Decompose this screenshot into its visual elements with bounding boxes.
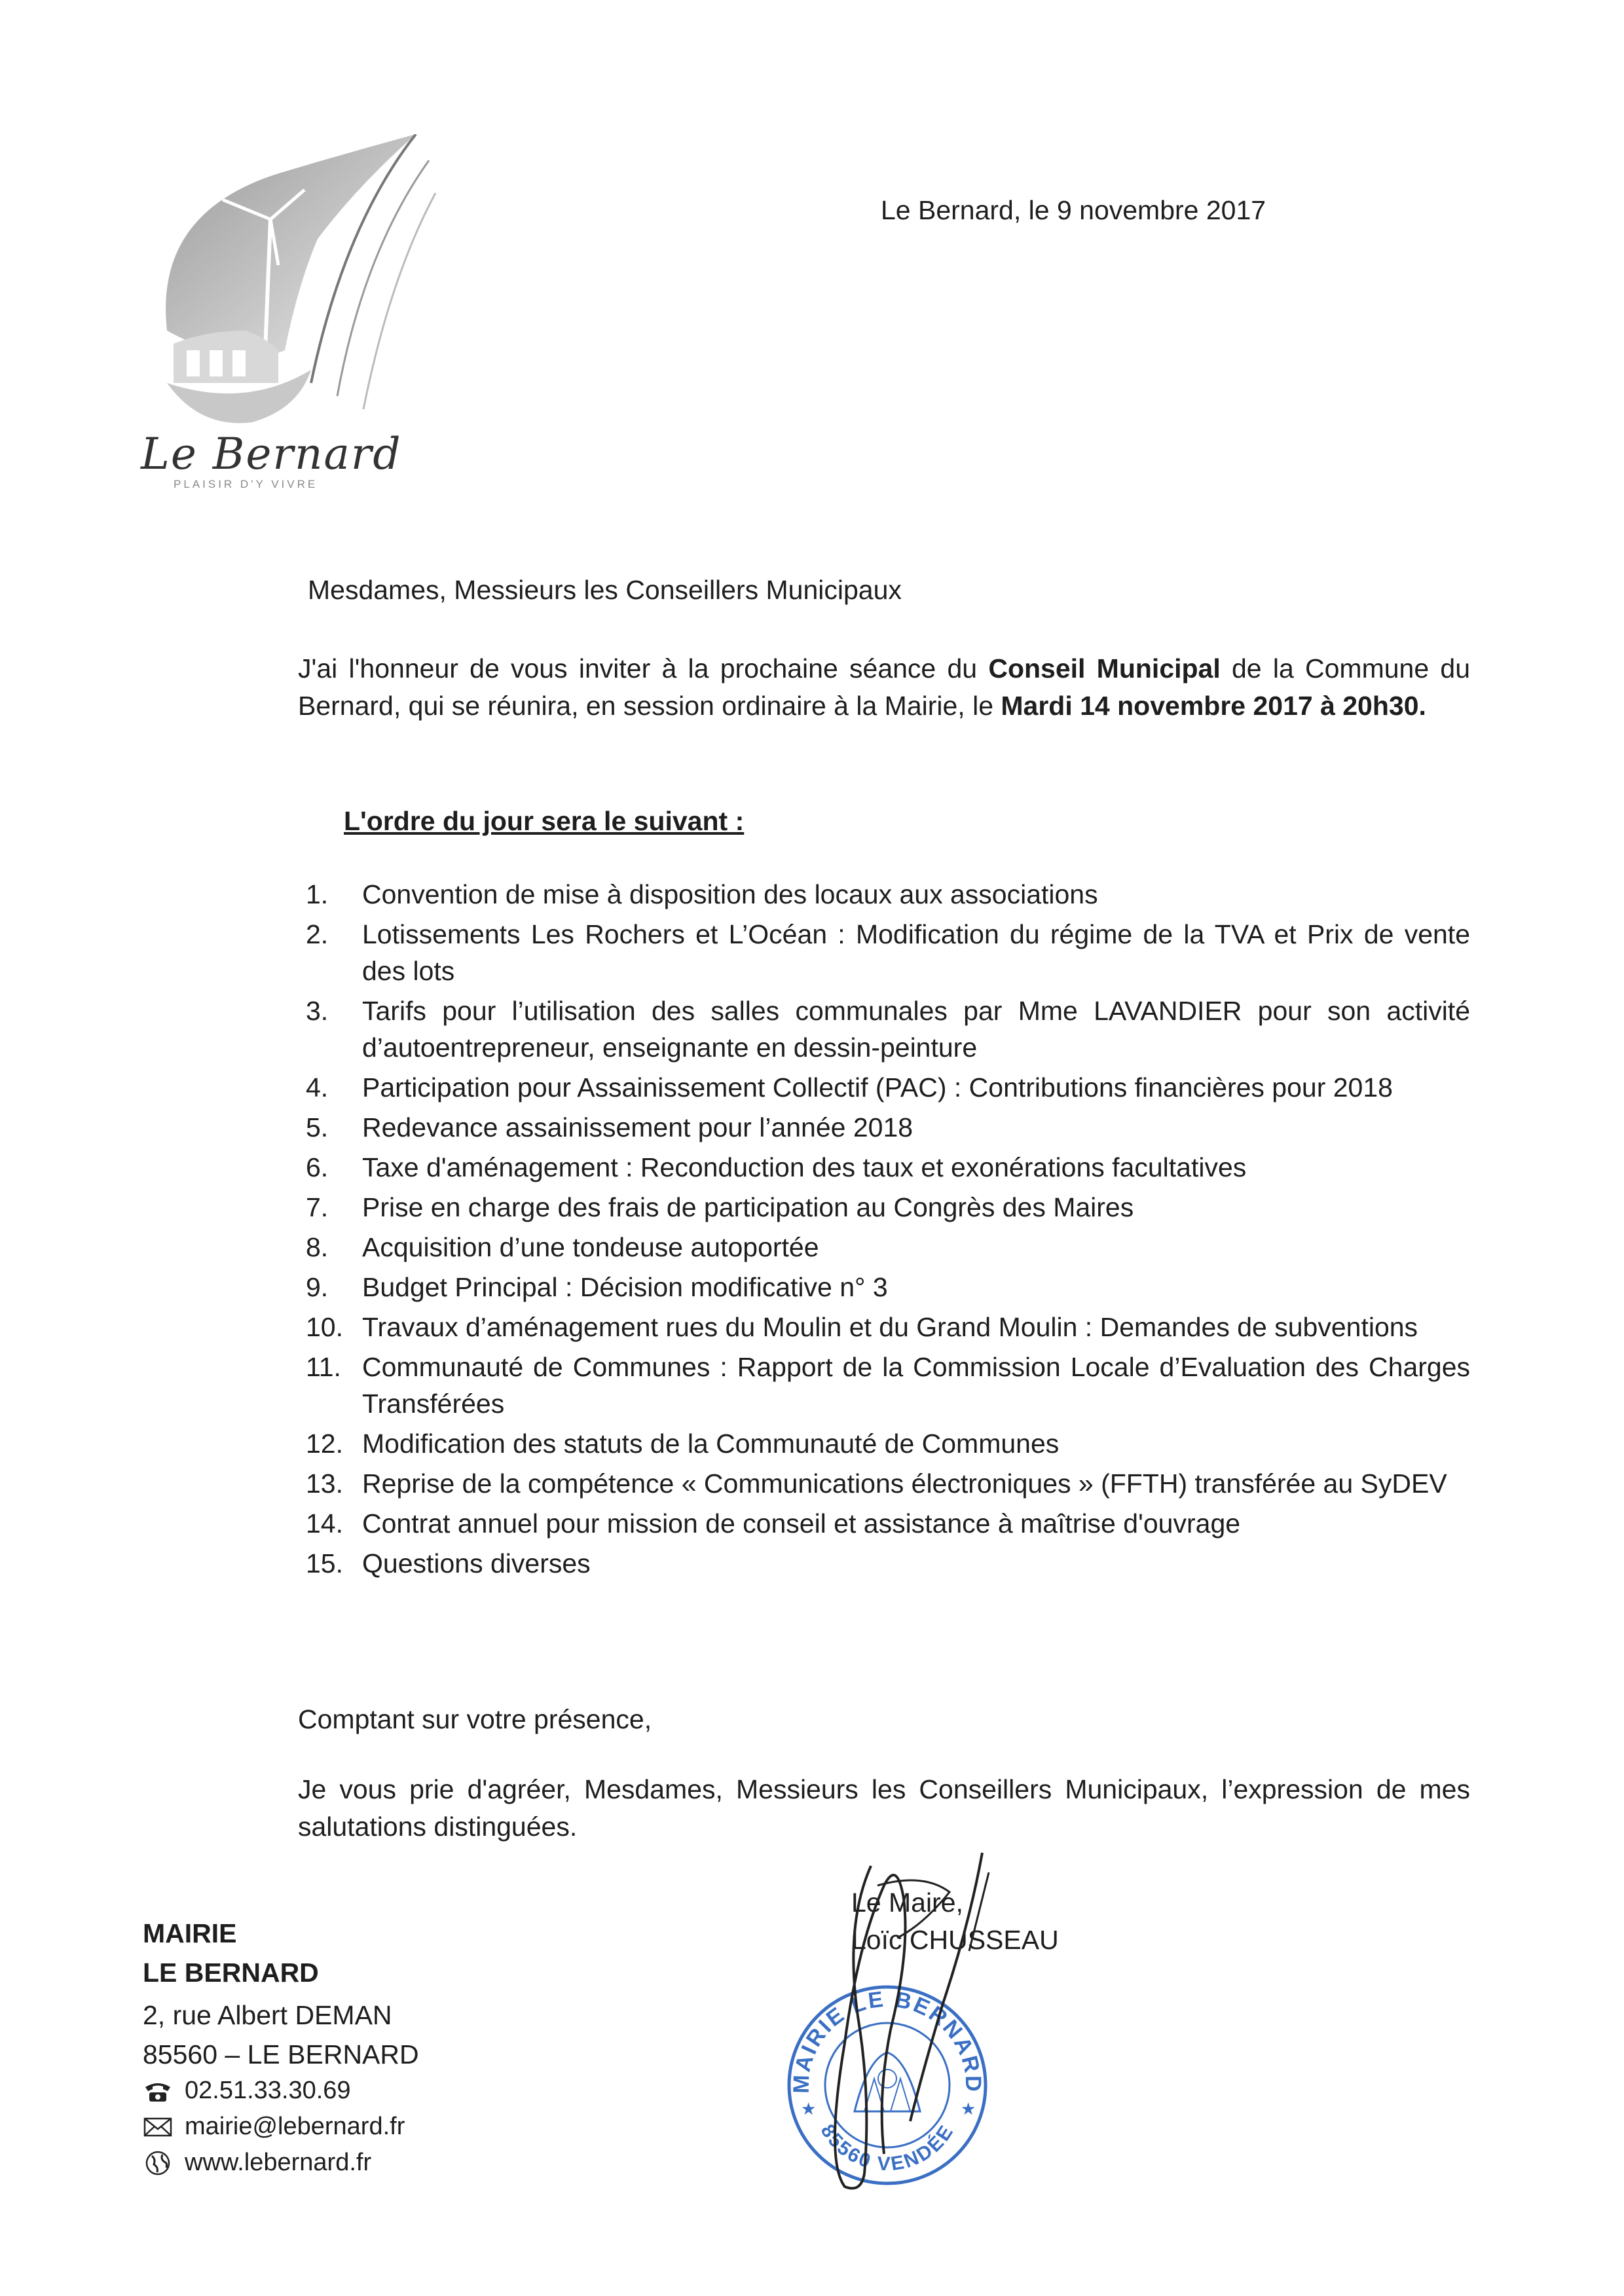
logo-tagline: PLAISIR D'Y VIVRE (174, 478, 318, 490)
agenda-item-number: 2. (306, 919, 329, 949)
agenda-item-text: Taxe d'aménagement : Reconduction des taux et exonérations facultatives (362, 1152, 1247, 1182)
agenda-item (298, 1229, 1470, 1266)
logo-name: Le Bernard (141, 429, 402, 479)
sender-address-line1: 2, rue Albert DEMAN (143, 2000, 392, 2030)
agenda-item-number: 12. (306, 1429, 343, 1459)
agenda-item-number: 3. (306, 996, 329, 1026)
agenda-item (298, 1069, 1470, 1106)
intro-bold-1: Conseil Municipal (988, 653, 1221, 683)
agenda-item-number: 6. (306, 1152, 329, 1182)
agenda-item-number: 10. (306, 1312, 343, 1342)
agenda-item-number: 14. (306, 1508, 343, 1539)
agenda-item-number: 15. (306, 1548, 343, 1578)
intro-text-1: J'ai l'honneur de vous inviter à la prochaine séance du (298, 653, 989, 683)
agenda-item-text: Lotissements Les Rochers et L’Océan : Modification du régime de la TVA et Prix de vente des lots (362, 919, 1470, 986)
agenda-item (298, 1349, 1470, 1422)
sender-address-line2: 85560 – LE BERNARD (143, 2039, 419, 2069)
agenda-item (298, 1505, 1470, 1542)
closing-formula: Je vous prie d'agréer, Mesdames, Messieurs les Conseillers Municipaux, l’expression de mes salutations distinguées. (298, 1774, 1470, 1842)
agenda-item-text: Prise en charge des frais de participation au Congrès des Maires (362, 1192, 1134, 1222)
handwritten-signature (773, 1846, 1061, 2200)
agenda-item (298, 876, 1470, 913)
intro-text-2: de la Commune du Bernard, qui se réunira, en session ordinaire à la Mairie, le (298, 653, 1471, 721)
signature-name: Loïc CHUSSEAU (851, 1925, 1059, 1955)
email-address: mairie@lebernard.fr (185, 2113, 405, 2140)
agenda-item-number: 11. (306, 1352, 341, 1382)
agenda-item-number: 7. (306, 1192, 329, 1222)
stamp-text-top: MAIRIE LE BERNARD (788, 1986, 986, 2094)
agenda-item-text: Travaux d’aménagement rues du Moulin et du Grand Moulin : Demandes de subventions (362, 1312, 1418, 1342)
stamp-text-bottom: 85560 VENDÉE (816, 2120, 959, 2176)
agenda-item (298, 1425, 1470, 1462)
agenda-item (298, 916, 1470, 989)
agenda-item-text: Redevance assainissement pour l’année 2018 (362, 1112, 913, 1142)
agenda-item-number: 5. (306, 1112, 329, 1142)
phone-icon (143, 2078, 173, 2104)
agenda-item (298, 1189, 1470, 1226)
closing-line: Comptant sur votre présence, (298, 1704, 652, 1734)
agenda-item (298, 1465, 1470, 1502)
agenda-item (298, 993, 1470, 1066)
agenda-item (298, 1149, 1470, 1186)
agenda-item (298, 1545, 1470, 1582)
agenda-title: L'ordre du jour sera le suivant : (344, 806, 745, 836)
agenda-item-text: Questions diverses (362, 1548, 591, 1578)
agenda-item (298, 1109, 1470, 1146)
agenda-item-number: 1. (306, 879, 329, 909)
intro-bold-2: Mardi 14 novembre 2017 à 20h30. (1001, 691, 1426, 721)
contact-phone (143, 2077, 351, 2105)
agenda-item-text: Convention de mise à disposition des locaux aux associations (362, 879, 1098, 909)
agenda-list (298, 876, 1470, 1585)
phone-number: 02.51.33.30.69 (185, 2077, 351, 2104)
agenda-item-text: Budget Principal : Décision modificative n° 3 (362, 1272, 888, 1302)
sender-name-line2: LE BERNARD (143, 1958, 319, 1988)
svg-text:★: ★ (801, 2099, 817, 2119)
agenda-item-number: 9. (306, 1272, 329, 1302)
agenda-item-text: Participation pour Assainissement Collectif (PAC) : Contributions financières pour 2018 (362, 1072, 1393, 1102)
date-line: Le Bernard, le 9 novembre 2017 (881, 195, 1266, 225)
envelope-icon (143, 2114, 173, 2140)
contact-email (143, 2113, 405, 2141)
agenda-item-number: 4. (306, 1072, 329, 1102)
agenda-item-text: Tarifs pour l’utilisation des salles communales par Mme LAVANDIER pour son activité d’autoentrepreneur, enseignante en dessin-peinture (362, 996, 1470, 1063)
agenda-item-text: Contrat annuel pour mission de conseil et assistance à maîtrise d'ouvrage (362, 1508, 1241, 1539)
website-url: www.lebernard.fr (185, 2149, 372, 2176)
salutation: Mesdames, Messieurs les Conseillers Municipaux (308, 575, 902, 605)
agenda-item-number: 13. (306, 1468, 343, 1499)
agenda-item-text: Communauté de Communes : Rapport de la Commission Locale d’Evaluation des Charges Transférées (362, 1352, 1470, 1419)
globe-icon (143, 2150, 173, 2176)
agenda-item-text: Reprise de la compétence « Communications électroniques » (FFTH) transférée au SyDEV (362, 1468, 1447, 1499)
agenda-item-number: 8. (306, 1232, 329, 1262)
contact-website (143, 2149, 371, 2177)
agenda-item (298, 1269, 1470, 1305)
agenda-item-text: Modification des statuts de la Communauté de Communes (362, 1429, 1060, 1459)
sender-name-line1: MAIRIE (143, 1918, 237, 1948)
agenda-item-text: Acquisition d’une tondeuse autoportée (362, 1232, 819, 1262)
svg-text:★: ★ (961, 2099, 976, 2119)
agenda-item (298, 1309, 1470, 1345)
intro-paragraph (298, 650, 1470, 725)
signature-role: Le Maire, (851, 1887, 963, 1918)
